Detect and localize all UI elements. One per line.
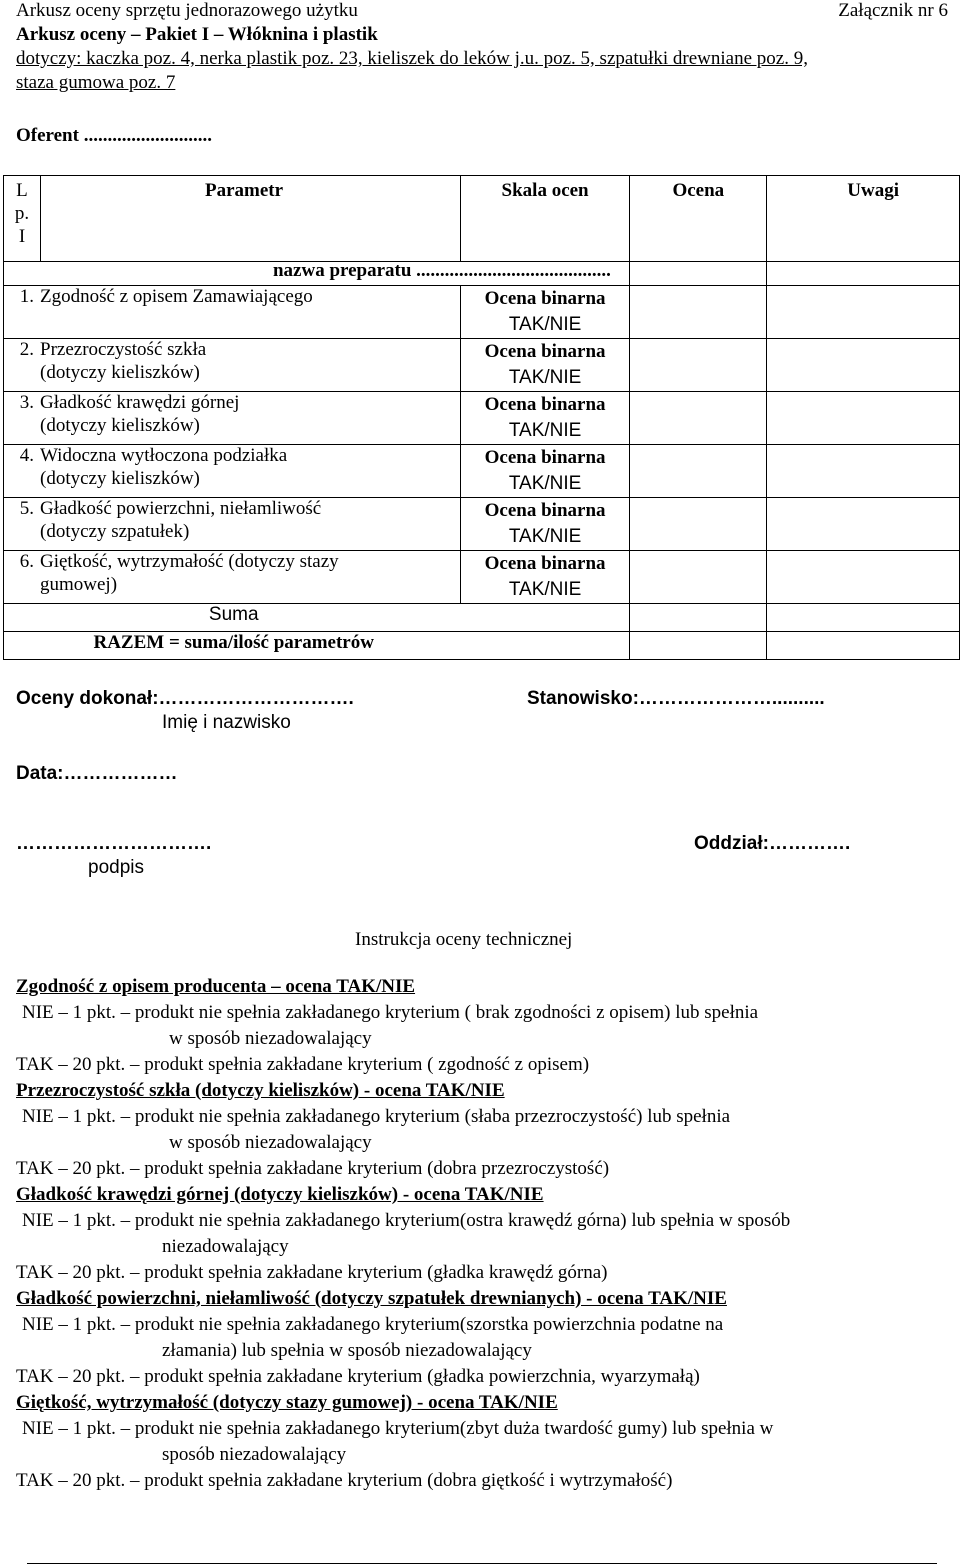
instruction-tak-1: TAK – 20 pkt. – produkt spełnia zakładane kryterium ( zgodność z opisem) — [16, 1054, 590, 1075]
criterion-parameter: 6. Giętkość, wytrzymałość (dotyczy stazy gumowej) — [4, 551, 461, 604]
criterion-row-2 — [4, 339, 960, 392]
total-label: RAZEM = suma/ilość parametrów — [4, 632, 630, 660]
criterion-grade[interactable] — [630, 498, 767, 551]
criterion-scale: Ocena binarna TAK/NIE — [460, 286, 630, 339]
criterion-scale: Ocena binarna TAK/NIE — [460, 445, 630, 498]
criterion-notes[interactable] — [767, 392, 960, 445]
document-title: Arkusz oceny sprzętu jednorazowego użytku — [16, 0, 358, 21]
criterion-row-5 — [4, 498, 960, 551]
criterion-grade[interactable] — [630, 445, 767, 498]
criterion-notes[interactable] — [767, 445, 960, 498]
total-grade[interactable] — [630, 632, 767, 660]
instruction-nie-4: NIE – 1 pkt. – produkt nie spełnia zakładanego kryterium(szorstka powierzchnia podatne na — [22, 1314, 724, 1335]
footer-divider — [27, 1563, 937, 1564]
criterion-scale: Ocena binarna TAK/NIE — [460, 498, 630, 551]
criterion-row-1 — [4, 286, 960, 339]
table-header-row — [4, 176, 960, 262]
instruction-nie-cont-2: w sposób niezadowalający — [169, 1132, 372, 1153]
instruction-tak-3: TAK – 20 pkt. – produkt spełnia zakładane kryterium (gładka krawędź górna) — [16, 1262, 608, 1283]
instructions-title: Instrukcja oceny technicznej — [355, 929, 573, 950]
criterion-parameter: 5. Gładkość powierzchni, niełamliwość (dotyczy szpatułek) — [4, 498, 461, 551]
criterion-row-6 — [4, 551, 960, 604]
criterion-row-3 — [4, 392, 960, 445]
criterion-notes[interactable] — [767, 498, 960, 551]
instruction-nie-3: NIE – 1 pkt. – produkt nie spełnia zakładanego kryterium(ostra krawędź górna) lub spełnia w sposób — [22, 1210, 791, 1231]
criterion-parameter: 2. Przezroczystość szkła (dotyczy kieliszków) — [4, 339, 461, 392]
instruction-tak-2: TAK – 20 pkt. – produkt spełnia zakładane kryterium (dobra przezroczystość) — [16, 1158, 610, 1179]
product-name: nazwa preparatu ......................................... — [272, 260, 611, 281]
criterion-parameter: 3. Gładkość krawędzi górnej (dotyczy kieliszków) — [4, 392, 461, 445]
instruction-nie-1: NIE – 1 pkt. – produkt nie spełnia zakładanego kryterium ( brak zgodności z opisem) lub spełnia — [22, 1002, 759, 1023]
instruction-nie-cont-3: niezadowalający — [162, 1236, 289, 1257]
instruction-nie-cont-5: sposób niezadowalający — [162, 1444, 347, 1465]
criterion-scale: Ocena binarna TAK/NIE — [460, 551, 630, 604]
items-line-1: dotyczy: kaczka poz. 4, nerka plastik poz. 23, kieliszek do leków j.u. poz. 5, szpatułki drewniane poz. 9, — [16, 48, 808, 69]
evaluated-by-field: Oceny dokonał:…………………………. — [16, 688, 354, 709]
header-notes: Uwagi — [767, 176, 960, 262]
criterion-grade[interactable] — [630, 551, 767, 604]
instruction-nie-cont-1: w sposób niezadowalający — [169, 1028, 372, 1049]
signature-line: …………………………. — [16, 833, 212, 854]
header-grade: Ocena — [630, 176, 767, 262]
attachment-label: Załącznik nr 6 — [838, 0, 948, 21]
total-notes[interactable] — [767, 632, 960, 660]
header-lp: L p. I — [4, 176, 41, 262]
sum-row — [4, 604, 960, 632]
criterion-notes[interactable] — [767, 551, 960, 604]
criterion-grade[interactable] — [630, 392, 767, 445]
sum-notes[interactable] — [767, 604, 960, 632]
header-scale: Skala ocen — [460, 176, 630, 262]
criterion-notes[interactable] — [767, 339, 960, 392]
instruction-heading-2: Przezroczystość szkła (dotyczy kieliszków) - ocena TAK/NIE — [16, 1080, 505, 1101]
instruction-nie-5: NIE – 1 pkt. – produkt nie spełnia zakładanego kryterium(zbyt duża twardość gumy) lub spełnia w — [22, 1418, 774, 1439]
name-caption: Imię i nazwisko — [162, 712, 291, 733]
instruction-heading-4: Gładkość powierzchni, niełamliwość (dotyczy szpatułek drewnianych) - ocena TAK/NIE — [16, 1288, 727, 1309]
department-field: Oddział:…………. — [694, 833, 851, 854]
evaluation-table — [3, 175, 960, 660]
instruction-heading-3: Gładkość krawędzi górnej (dotyczy kieliszków) - ocena TAK/NIE — [16, 1184, 544, 1205]
sum-label: Suma — [4, 604, 630, 632]
sum-grade[interactable] — [630, 604, 767, 632]
instruction-nie-2: NIE – 1 pkt. – produkt nie spełnia zakładanego kryterium (słaba przezroczystość) lub spełnia — [22, 1106, 731, 1127]
bidder-field: Oferent ........................... — [16, 125, 212, 146]
criterion-parameter: 4. Widoczna wytłoczona podziałka (dotyczy kieliszków) — [4, 445, 461, 498]
header-parameter: Parametr nazwa preparatu ......................................... — [40, 176, 460, 262]
instruction-heading-5: Giętkość, wytrzymałość (dotyczy stazy gumowej) - ocena TAK/NIE — [16, 1392, 558, 1413]
date-field: Data:……………… — [16, 763, 178, 784]
instruction-nie-cont-4: złamania) lub spełnia w sposób niezadowalający — [162, 1340, 532, 1361]
signature-caption: podpis — [88, 857, 144, 878]
package-title: Arkusz oceny – Pakiet I – Włóknina i plastik — [16, 24, 378, 45]
criterion-grade[interactable] — [630, 339, 767, 392]
criterion-scale: Ocena binarna TAK/NIE — [460, 392, 630, 445]
instruction-tak-4: TAK – 20 pkt. – produkt spełnia zakładane kryterium (gładka powierzchnia, wyarzymałą) — [16, 1366, 700, 1387]
criterion-notes[interactable] — [767, 286, 960, 339]
criterion-row-4 — [4, 445, 960, 498]
criterion-parameter: 1. Zgodność z opisem Zamawiającego — [4, 286, 461, 339]
criterion-grade[interactable] — [630, 286, 767, 339]
header-line — [16, 0, 956, 23]
instruction-heading-1: Zgodność z opisem producenta – ocena TAK/NIE — [16, 976, 416, 997]
criterion-scale: Ocena binarna TAK/NIE — [460, 339, 630, 392]
total-row — [4, 632, 960, 660]
items-line-2: staza gumowa poz. 7 — [16, 72, 176, 93]
position-field: Stanowisko:………………….......... — [527, 688, 825, 709]
instruction-tak-5: TAK – 20 pkt. – produkt spełnia zakładane kryterium (dobra giętkość i wytrzymałość) — [16, 1470, 673, 1491]
